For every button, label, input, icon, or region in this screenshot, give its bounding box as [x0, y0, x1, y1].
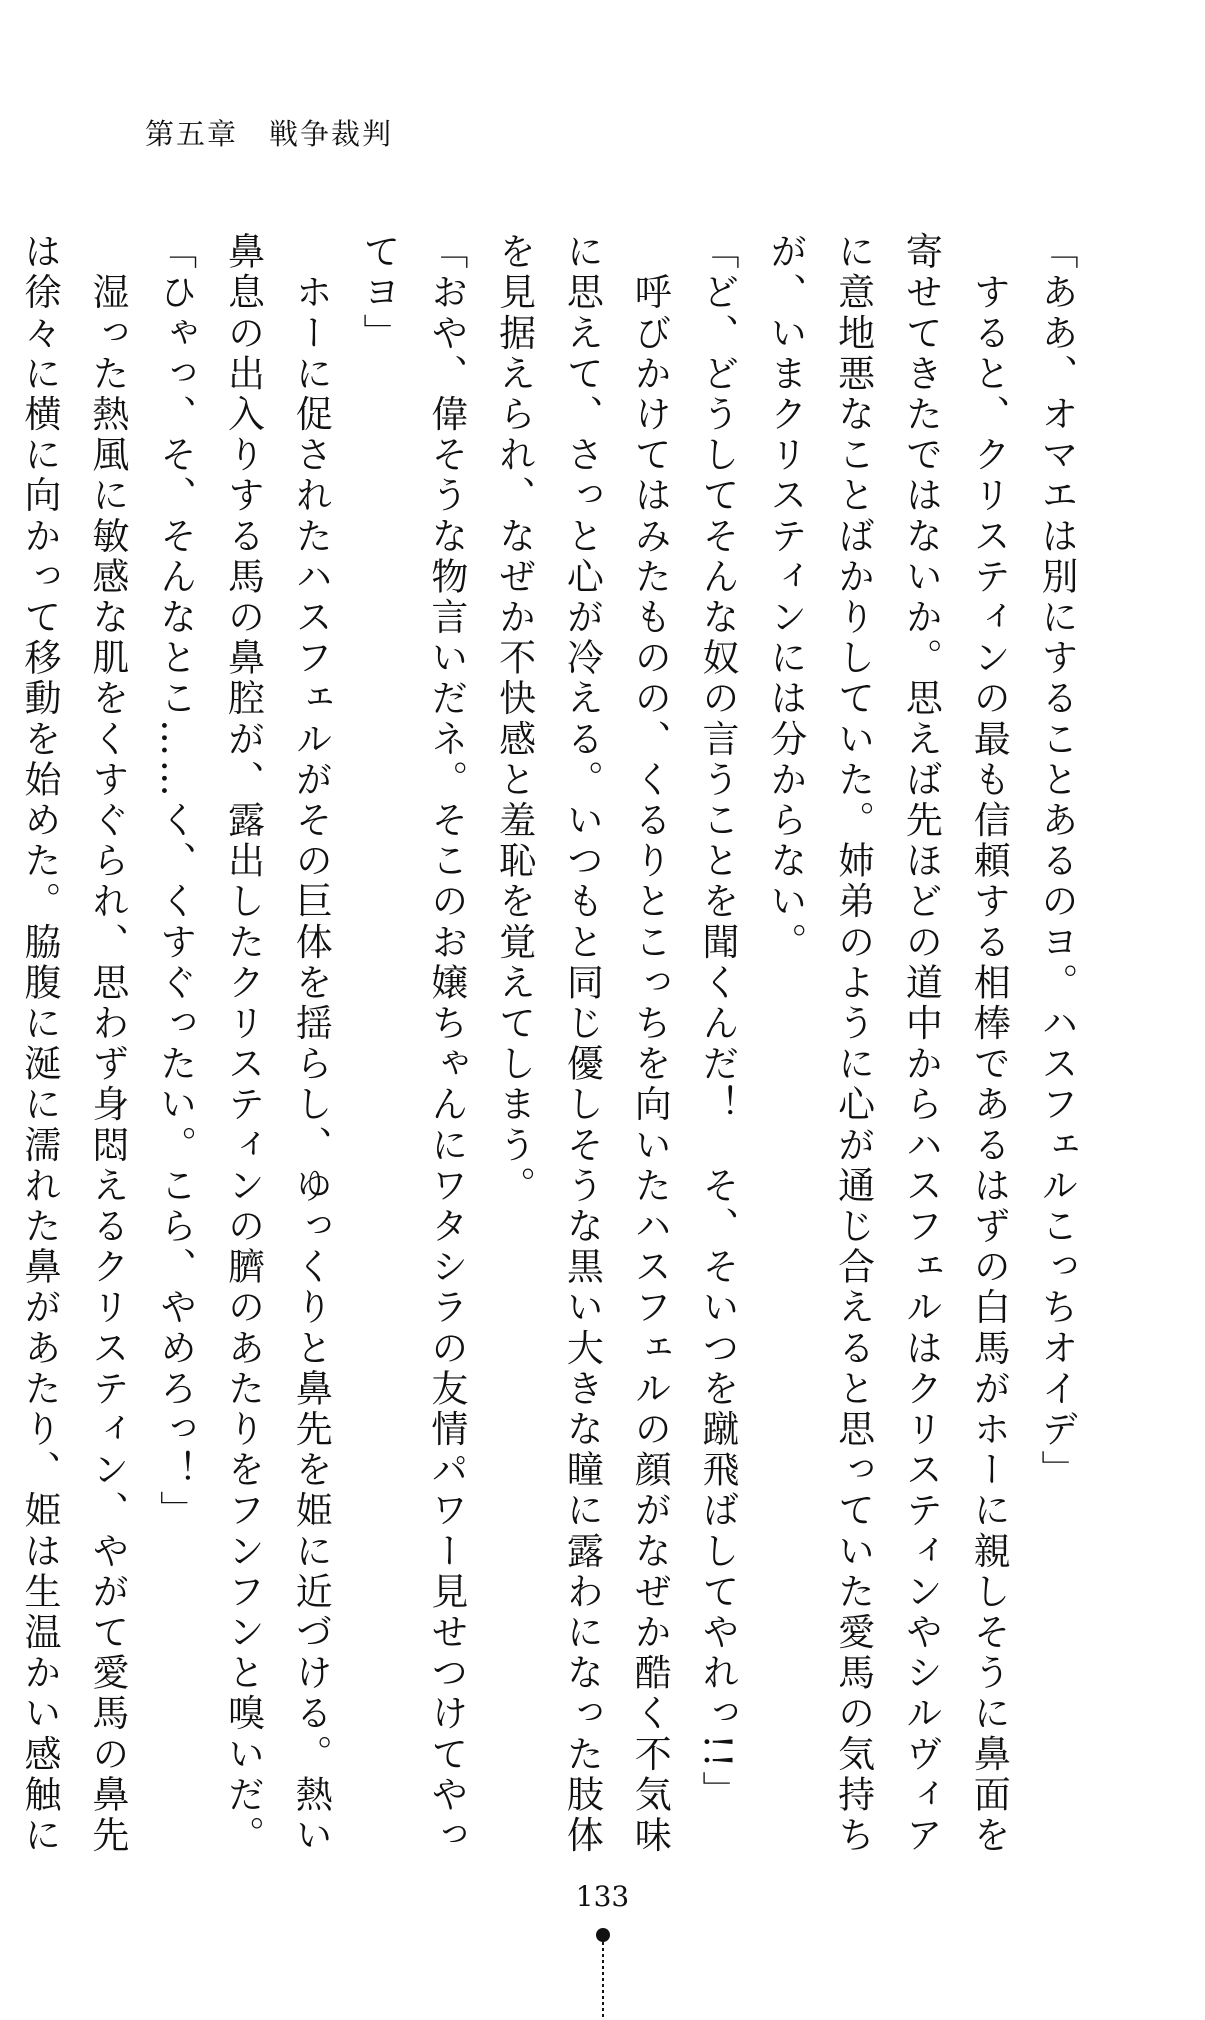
text-line: 「ど、どうしてそんな奴の言うことを聞くんだ！ そ、そいつを蹴飛ばしてやれっ!!」 [696, 232, 740, 1812]
text-line: を見据えられ、なぜか不快感と羞恥を覚えてしまう。 [492, 232, 536, 1207]
page-marker-dot [596, 1928, 610, 1942]
text-line: が、いまクリスティンには分からない。 [763, 232, 807, 963]
text-line: は徐々に横に向かって移動を始めた。脇腹に涎に濡れた鼻があたり、姫は生温かい感触に [18, 232, 62, 1856]
chapter-title: 第五章 戦争裁判 [145, 117, 394, 151]
text-line [0, 232, 5, 1677]
vertical-text-block [18, 232, 1090, 1856]
text-line: てヨ」 [357, 232, 401, 354]
text-line: 湿った熱風に敏感な肌をくすぐられ、思わず身悶えるクリスティン、やがて愛馬の鼻先 [85, 232, 129, 1856]
page-marker-line [602, 1942, 604, 2020]
text-line: すると、クリスティンの最も信頼する相棒であるはずの白馬がホーに親しそうに鼻面を [967, 232, 1011, 1856]
text-line: 「ああ、オマエは別にすることあるのヨ。ハスフェルこっちオイデ」 [1035, 232, 1078, 1491]
text-line: に思えて、さっと心が冷える。いつもと同じ優しそうな黒い大きな瞳に露わになった肢体 [560, 232, 604, 1856]
text-line: ホーに促されたハスフェルがその巨体を揺らし、ゆっくりと鼻先を姫に近づける。熱い [289, 232, 333, 1856]
text-line: に意地悪なことばかりしていた。姉弟のように心が通じ合えると思っていた愛馬の気持ち [831, 232, 875, 1856]
text-line: 呼びかけてはみたものの、くるりとこっちを向いたハスフェルの顔がなぜか酷く不気味 [628, 232, 672, 1856]
text-line: 寄せてきたではないか。思えば先ほどの道中からハスフェルはクリスティンやシルヴィア [899, 232, 943, 1856]
text-line: 「おや、偉そうな物言いだネ。そこのお嬢ちゃんにワタシラの友情パワー見せつけてやっ [424, 232, 468, 1856]
page-number: 133 [575, 1880, 630, 1913]
text-line: 「ひゃっ、そ、そんなとこ……く、くすぐったい。こら、やめろっ！」 [153, 232, 197, 1532]
text-line: 鼻息の出入りする馬の鼻腔が、露出したクリスティンの臍のあたりをフンフンと嗅いだ。 [221, 232, 265, 1856]
